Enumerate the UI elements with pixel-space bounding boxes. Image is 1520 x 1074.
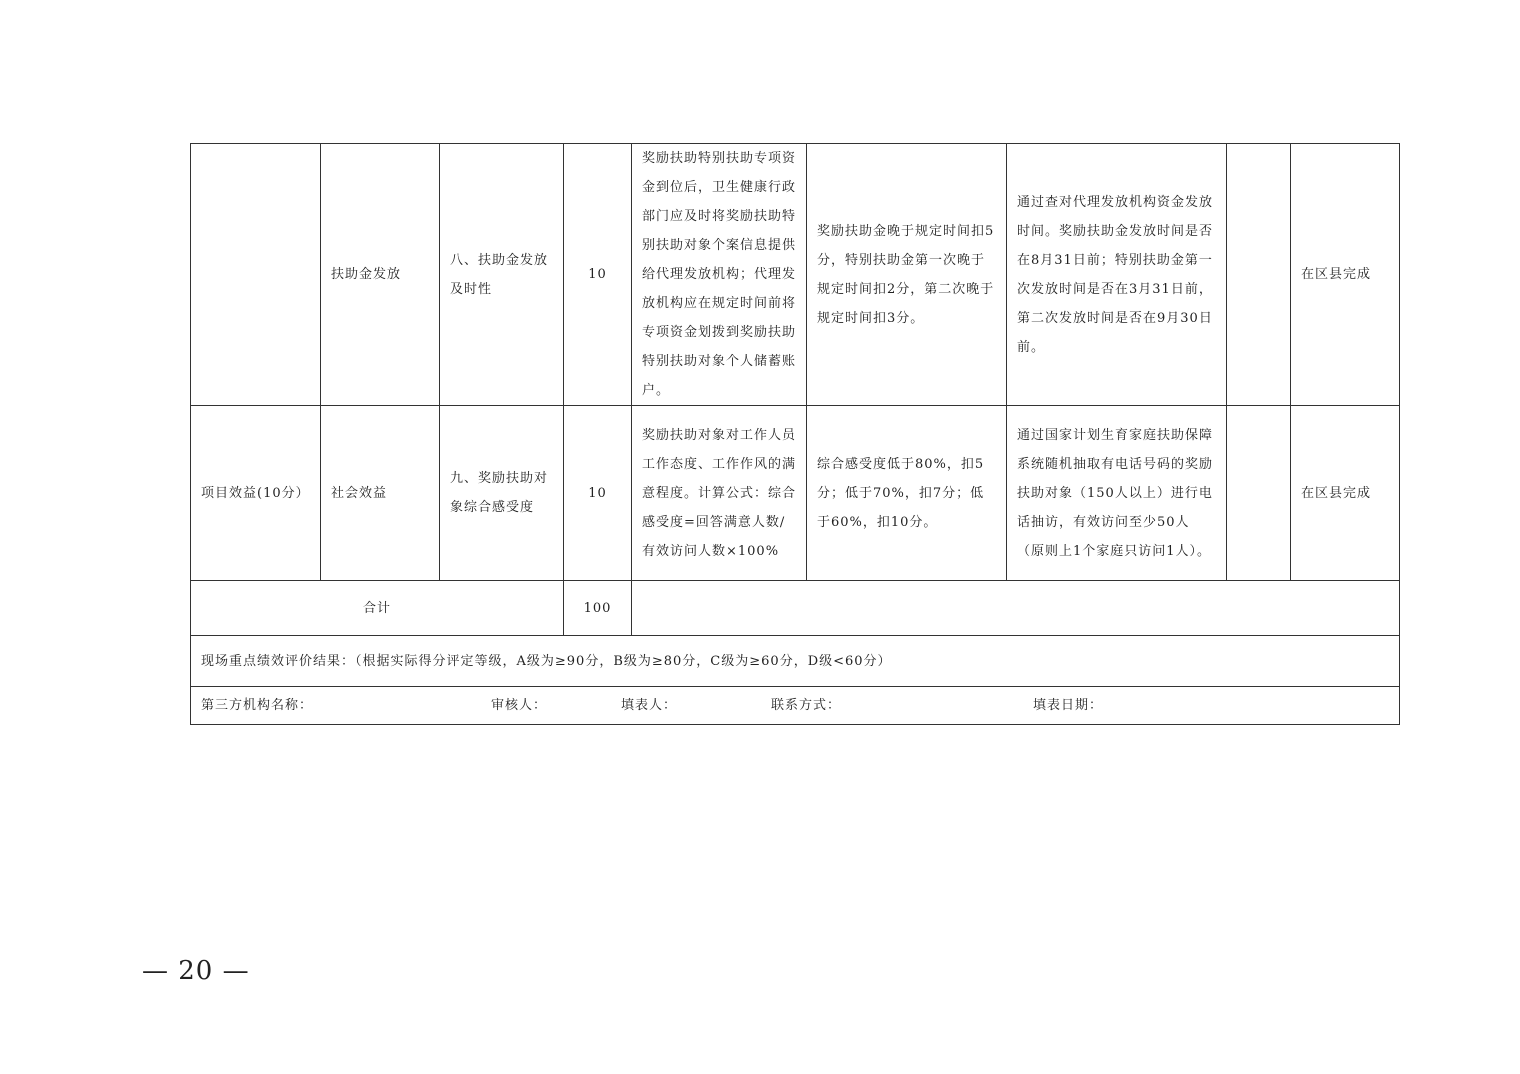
indicator-cell: 九、奖励扶助对象综合感受度 — [440, 406, 564, 581]
table-row — [191, 144, 1400, 406]
category-cell — [191, 144, 321, 406]
indicator-cell: 八、扶助金发放及时性 — [440, 144, 564, 406]
total-empty-cell — [632, 581, 1400, 636]
content-cell: 奖励扶助对象对工作人员工作态度、工作作风的满意程度。计算公式：综合感受度=回答满意人数/有效访问人数×100% — [632, 406, 807, 581]
agency-label: 第三方机构名称： — [201, 698, 314, 713]
total-score: 100 — [564, 581, 632, 636]
result-row — [191, 636, 1400, 687]
standard-cell: 综合感受度低于80%，扣5分；低于70%，扣7分；低于60%，扣10分。 — [807, 406, 1007, 581]
contact-label: 联系方式： — [771, 698, 842, 713]
total-label: 合计 — [191, 581, 564, 636]
footer-fields — [201, 691, 1389, 720]
method-cell: 通过国家计划生育家庭扶助保障系统随机抽取有电话号码的奖励扶助对象（150人以上）进行电话抽访，有效访问至少50人（原则上1个家庭只访问1人）。 — [1007, 406, 1227, 581]
filler-label: 填表人： — [621, 698, 678, 713]
note-cell: 在区县完成 — [1291, 144, 1400, 406]
reviewer-label: 审核人： — [491, 698, 548, 713]
sub-category-cell: 社会效益 — [321, 406, 440, 581]
total-row — [191, 581, 1400, 636]
actual-cell — [1227, 406, 1291, 581]
score-cell: 10 — [564, 144, 632, 406]
footer-cell — [191, 687, 1400, 725]
standard-cell: 奖励扶助金晚于规定时间扣5分，特别扶助金第一次晚于规定时间扣2分，第二次晚于规定时间扣3分。 — [807, 144, 1007, 406]
note-cell: 在区县完成 — [1291, 406, 1400, 581]
method-cell: 通过查对代理发放机构资金发放时间。奖励扶助金发放时间是否在8月31日前；特别扶助金第一次发放时间是否在3月31日前，第二次发放时间是否在9月30日前。 — [1007, 144, 1227, 406]
page-number: — 20 — — [142, 956, 250, 986]
table-row — [191, 406, 1400, 581]
footer-row — [191, 687, 1400, 725]
actual-cell — [1227, 144, 1291, 406]
date-label: 填表日期： — [1033, 698, 1104, 713]
category-cell: 项目效益(10分） — [191, 406, 321, 581]
result-line: 现场重点绩效评价结果：（根据实际得分评定等级，A级为≥90分，B级为≥80分，C级为≥60分，D级<60分） — [191, 636, 1400, 687]
content-cell: 奖励扶助特别扶助专项资金到位后，卫生健康行政部门应及时将奖励扶助特别扶助对象个案信息提供给代理发放机构；代理发放机构应在规定时间前将专项资金划拨到奖励扶助特别扶助对象个人储蓄账户。 — [632, 144, 807, 406]
score-cell: 10 — [564, 406, 632, 581]
sub-category-cell: 扶助金发放 — [321, 144, 440, 406]
evaluation-table — [190, 143, 1400, 725]
